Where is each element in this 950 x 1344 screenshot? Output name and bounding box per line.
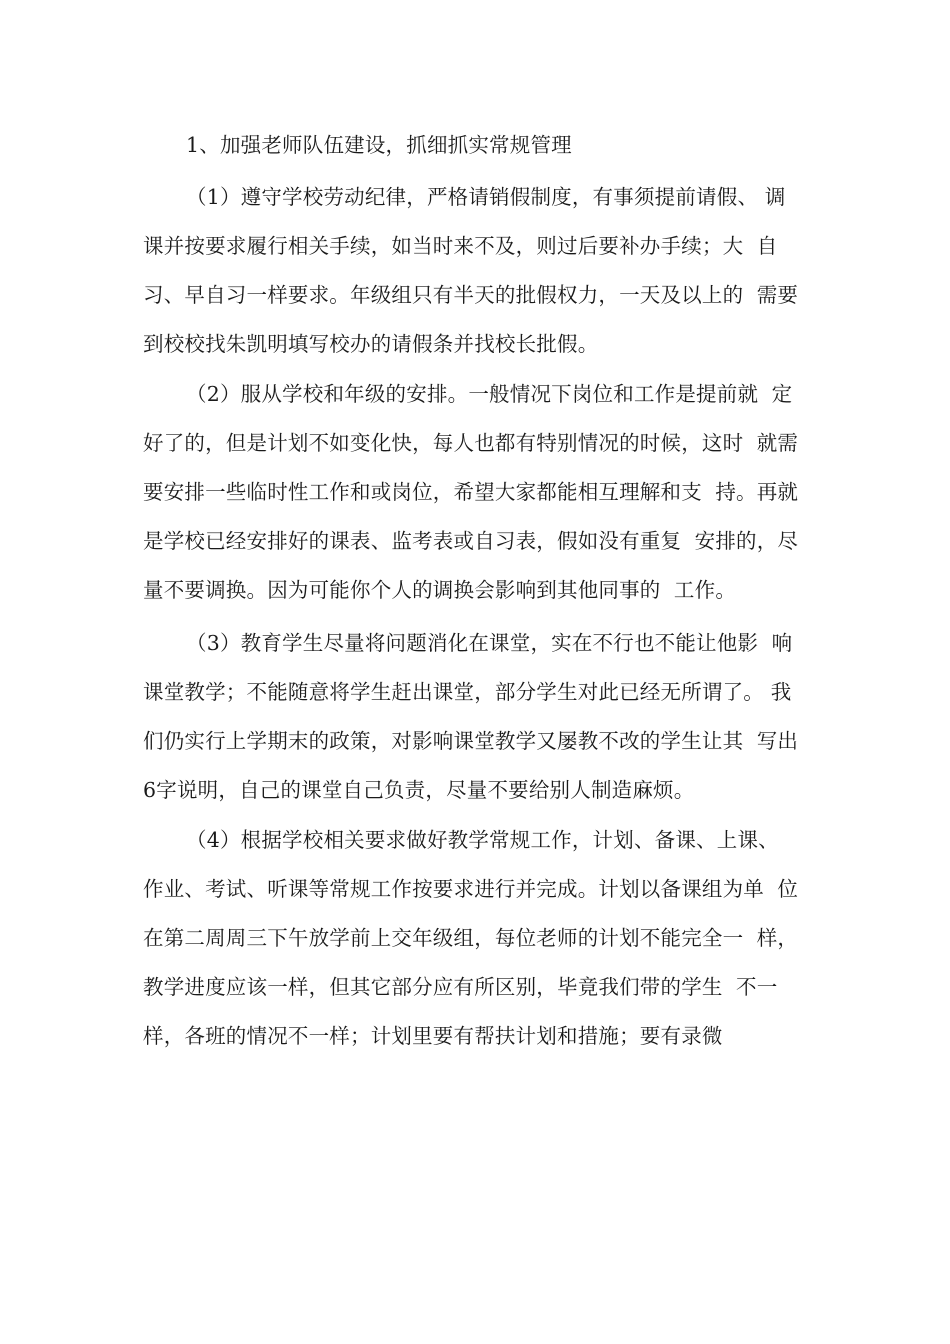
paragraph-2-line-4: 是学校已经安排好的课表、监考表或自习表，假如没有重复 安排的，尽 bbox=[143, 529, 799, 553]
paragraph-3-line-3: 们仍实行上学期末的政策，对影响课堂教学又屡教不改的学生让其 写出 bbox=[143, 729, 799, 753]
paragraph-4-line-5: 样，各班的情况不一样；计划里要有帮扶计划和措施；要有录微 bbox=[143, 1024, 723, 1048]
section-heading: 1、加强老师队伍建设，抓细抓实常规管理 bbox=[186, 133, 572, 157]
paragraph-1-line-3: 习、早自习一样要求。年级组只有半天的批假权力，一天及以上的 需要 bbox=[143, 283, 799, 307]
paragraph-4-line-4: 教学进度应该一样，但其它部分应有所区别，毕竟我们带的学生 不一 bbox=[143, 975, 778, 999]
paragraph-3-line-2: 课堂教学；不能随意将学生赶出课堂，部分学生对此已经无所谓了。 我 bbox=[143, 680, 792, 704]
paragraph-4-line-3: 在第二周周三下午放学前上交年级组，每位老师的计划不能完全一 样， bbox=[143, 926, 799, 950]
paragraph-2-line-2: 好了的，但是计划不如变化快，每人也都有特别情况的时候，这时 就需 bbox=[143, 431, 799, 455]
paragraph-1-line-2: 课并按要求履行相关手续，如当时来不及，则过后要补办手续；大 自 bbox=[143, 234, 778, 258]
paragraph-4-line-1: （4）根据学校相关要求做好教学常规工作，计划、备课、上课、 bbox=[186, 828, 779, 852]
paragraph-2-line-5: 量不要调换。因为可能你个人的调换会影响到其他同事的 工作。 bbox=[143, 578, 737, 602]
paragraph-3-line-4: 6字说明，自己的课堂自己负责，尽量不要给别人制造麻烦。 bbox=[143, 778, 695, 802]
paragraph-2-line-1: （2）服从学校和年级的安排。一般情况下岗位和工作是提前就 定 bbox=[186, 382, 793, 406]
paragraph-3-line-1: （3）教育学生尽量将问题消化在课堂，实在不行也不能让他影 响 bbox=[186, 631, 793, 655]
paragraph-2-line-3: 要安排一些临时性工作和或岗位，希望大家都能相互理解和支 持。再就 bbox=[143, 480, 799, 504]
paragraph-1-line-1: （1）遵守学校劳动纪律，严格请销假制度，有事须提前请假、 调 bbox=[186, 185, 786, 209]
paragraph-1-line-4: 到校校找朱凯明填写校办的请假条并找校长批假。 bbox=[143, 332, 599, 356]
paragraph-4-line-2: 作业、考试、听课等常规工作按要求进行并完成。计划以备课组为单 位 bbox=[143, 877, 799, 901]
